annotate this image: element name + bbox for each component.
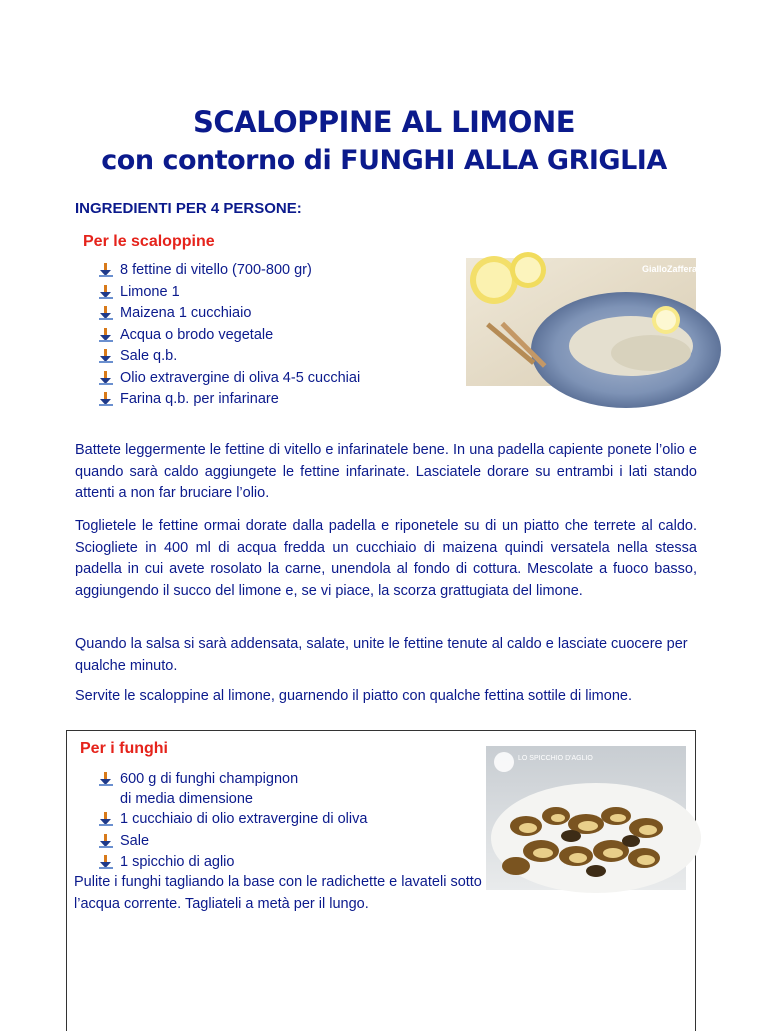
funghi-step-1: Pulite i funghi tagliando la base con le radichette e lavateli sotto l’acqua corrente. Tagliateli a metà per il lungo. [74,874,482,912]
subtitle-emphasis: FUNGHI ALLA GRIGLIA [340,145,667,176]
list-item [98,389,360,411]
scaloppine-subheading: Per le scaloppine [83,233,215,250]
ingredient-text: Olio extravergine di oliva 4-5 cucchiai [120,369,361,386]
subtitle-prefix: con contorno di [101,145,341,176]
ingredient-text: Acqua o brodo vegetale [120,326,274,343]
bullet-arrow-icon [98,771,114,787]
list-item [98,852,367,874]
ingredient-text: Sale q.b. [120,348,178,364]
list-item [98,831,367,853]
funghi-photo [486,746,686,890]
bullet-arrow-icon [98,370,114,386]
list-item [98,303,360,325]
ingredient-text: 1 cucchiaio di olio extravergine di oliva [120,811,368,827]
recipe-title: SCALOPPINE AL LIMONE [192,105,576,139]
bullet-arrow-icon [98,262,114,278]
scaloppine-step-3: Quando la salsa si sarà addensata, salate, unite le fettine tenute al caldo e lasciate cuocere per qualche minuto. [75,636,688,674]
ingredient-text: 8 fettine di vitello (700-800 gr) [120,262,312,278]
list-item [98,368,360,390]
ingredient-text: Limone 1 [120,283,180,300]
scaloppine-step-4: Servite le scaloppine al limone, guarnendo il piatto con qualche fettina sottile di limone. [75,688,632,704]
bullet-arrow-icon [98,327,114,343]
recipe-subtitle [0,145,768,176]
ingredient-text: Farina q.b. per infarinare [120,391,279,407]
list-item [98,325,360,347]
photo-logo-text: GialloZafferano [642,264,709,274]
bullet-arrow-icon [98,284,114,300]
list-item [98,346,360,368]
bullet-arrow-icon [98,305,114,321]
scaloppine-step-1: Battete leggermente le fettine di vitello e infarinatele bene. In una padella capiente ponete l’olio e quando sarà caldo aggiungete le fettine infarinate. Lasciatele dorare su entrambi i lati stando attenti a non far bruciare l’olio. [75,442,697,501]
bullet-arrow-icon [98,833,114,849]
funghi-subheading: Per i funghi [80,740,168,757]
ingredient-text: Maizena 1 cucchiaio [120,305,252,321]
list-item [98,809,367,831]
list-item [98,282,360,304]
photo-logo-text: LO SPICCHIO D'AGLIO [518,755,593,762]
ingredient-text: 600 g di funghi champignon di media dimensione [120,771,299,807]
bullet-arrow-icon [98,811,114,827]
bullet-arrow-icon [98,854,114,870]
bullet-arrow-icon [98,348,114,364]
list-item [98,769,367,809]
scaloppine-photo [466,258,709,386]
scaloppine-step-2: Toglietele le fettine ormai dorate dalla padella e riponetele su di un piatto che terrete al caldo. Sciogliete in 400 ml di acqua fredda un cucchiaio di maizena quindi versatela nella stessa padella in cui avete rosolato la carne, unendola al fondo di cottura. Mescolate a fuoco basso, aggiungendo il succo del limone e, se vi piace, la scorza grattugiata del limone. [75,518,697,599]
ingredients-heading: INGREDIENTI PER 4 PERSONE: [75,200,302,217]
scaloppine-ingredient-list [98,260,360,411]
ingredient-text: 1 spicchio di aglio [120,854,235,870]
bullet-arrow-icon [98,391,114,407]
ingredient-text: Sale [120,832,150,849]
funghi-ingredient-list [98,769,367,874]
list-item [98,260,360,282]
